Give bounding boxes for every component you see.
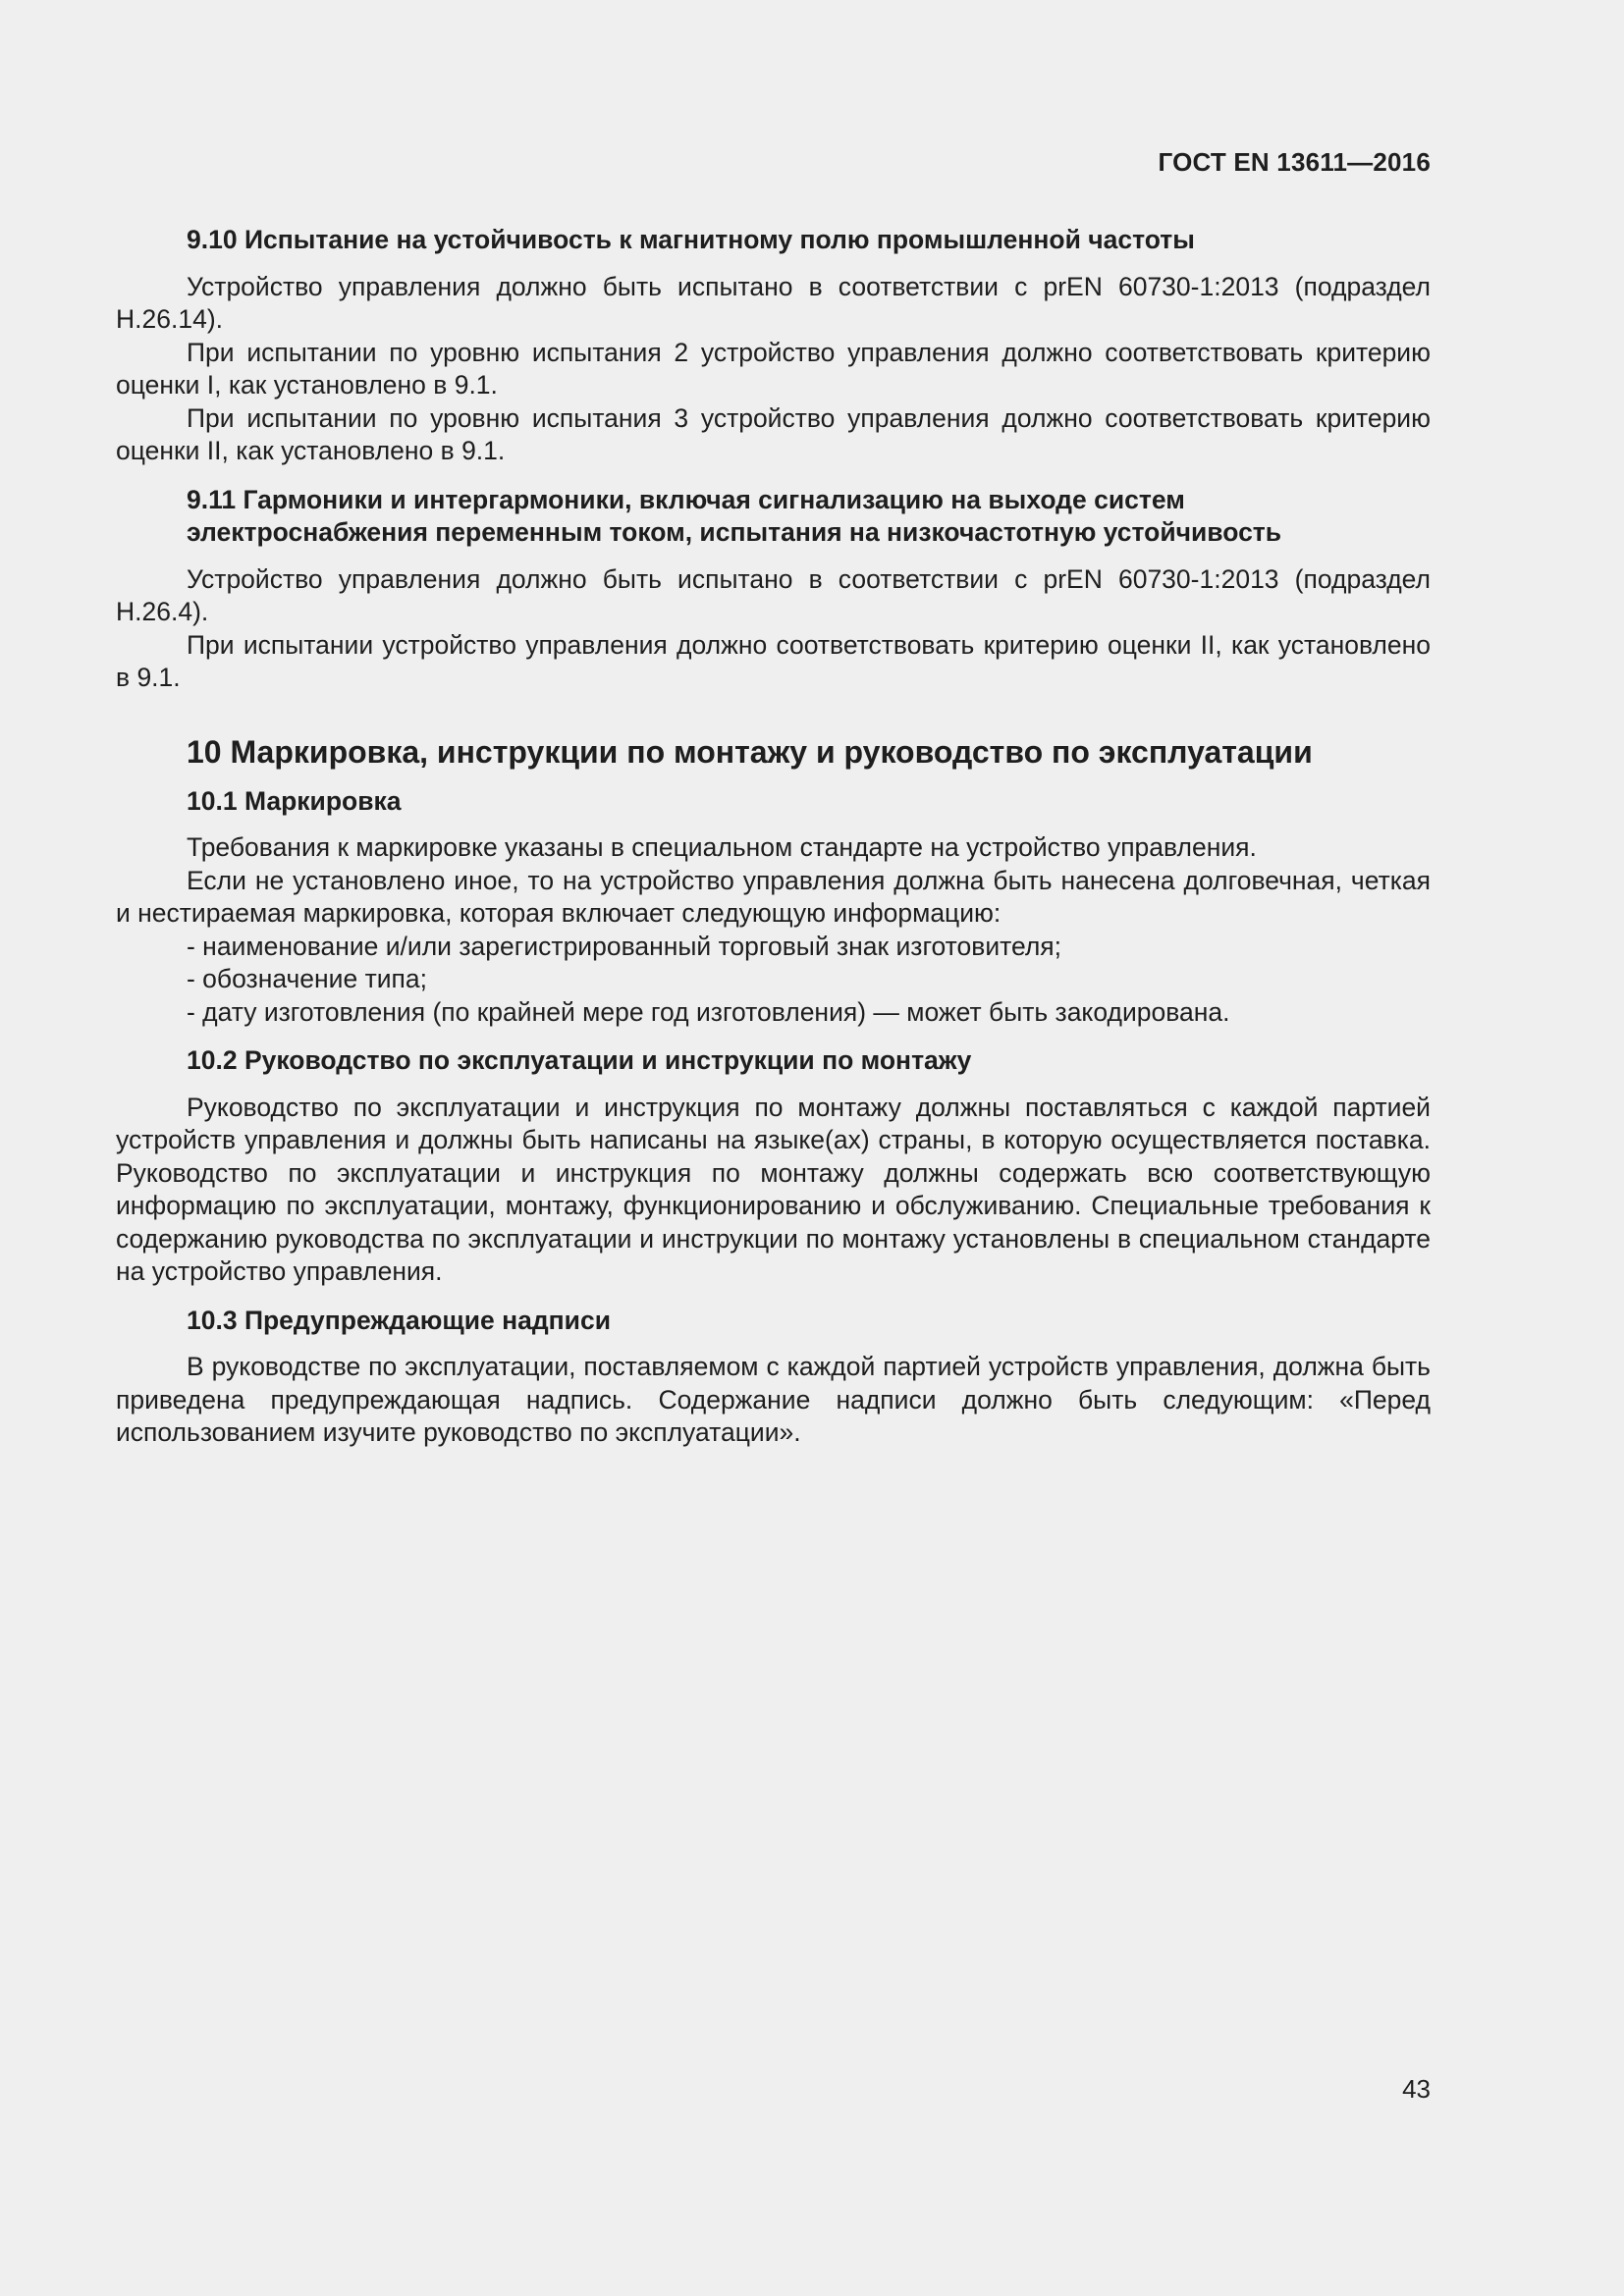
section-9-11-title-line2: электроснабжения переменным током, испытания на низкочастотную устойчивость: [187, 517, 1282, 547]
section-9-10-para: Устройство управления должно быть испытано в соответствии с prEN 60730-1:2013 (подраздел H.26.14).: [116, 271, 1431, 334]
section-10-title: 10 Маркировка, инструкции по монтажу и руководство по эксплуатации: [187, 733, 1313, 770]
section-10-2-title: 10.2 Руководство по эксплуатации и инструкции по монтажу: [187, 1045, 972, 1075]
section-9-11-title-line1: 9.11 Гармоники и интергармоники, включая сигнализацию на выходе систем: [187, 484, 1185, 514]
section-10-1-title: 10.1 Маркировка: [187, 785, 402, 816]
section-9-10-title: 9.10 Испытание на устойчивость к магнитному полю промышленной частоты: [187, 225, 1195, 254]
page-number: 43: [1402, 2074, 1431, 2104]
section-9-11-para: При испытании устройство управления должно соответствовать критерию оценки II, как установлено в 9.1.: [116, 629, 1431, 692]
section-10-1-para: Требования к маркировке указаны в специальном стандарте на устройство управления.: [187, 832, 1257, 862]
section-10-3-para: В руководстве по эксплуатации, поставляемом с каждой партией устройств управления, должна быть приведена предупреждающая надпись. Содержание надписи должно быть следующим: «Перед использованием изучите руководство по эксплуатации».: [116, 1352, 1431, 1447]
section-10-2-para: Руководство по эксплуатации и инструкция по монтажу должны поставляться с каждой партией устройств управления и должны быть написаны на языке(ах) страны, в которую осуществляется поставка. Руководство по эксплуатации и инструкция по монтажу должны содержать всю соответствующую информацию по эксплуатации, монтажу, функционированию и обслуживанию. Специальные требования к содержанию руководства по эксплуатации и инструкции по монтажу установлены в специальном стандарте на устройство управления.: [116, 1092, 1431, 1286]
section-9-10-para: При испытании по уровню испытания 3 устройство управления должно соответствовать критерию оценки II, как установлено в 9.1.: [116, 402, 1431, 465]
section-9-11-para: Устройство управления должно быть испытано в соответствии с prEN 60730-1:2013 (подраздел H.26.4).: [116, 563, 1431, 626]
page-body: [116, 224, 1431, 1450]
section-10-1-para: Если не установлено иное, то на устройство управления должна быть нанесена долговечная, четкая и нестираемая маркировка, которая включает следующую информацию:: [116, 865, 1431, 928]
document-code: ГОСТ EN 13611—2016: [1158, 147, 1431, 177]
section-9-10-para: При испытании по уровню испытания 2 устройство управления должно соответствовать критерию оценки I, как установлено в 9.1.: [116, 337, 1431, 400]
marking-list-item: - дату изготовления (по крайней мере год изготовления) — может быть закодирована.: [187, 996, 1230, 1027]
marking-list-item: - обозначение типа;: [187, 964, 427, 993]
section-10-3-title: 10.3 Предупреждающие надписи: [187, 1305, 611, 1335]
marking-list-item: - наименование и/или зарегистрированный торговый знак изготовителя;: [187, 931, 1062, 961]
